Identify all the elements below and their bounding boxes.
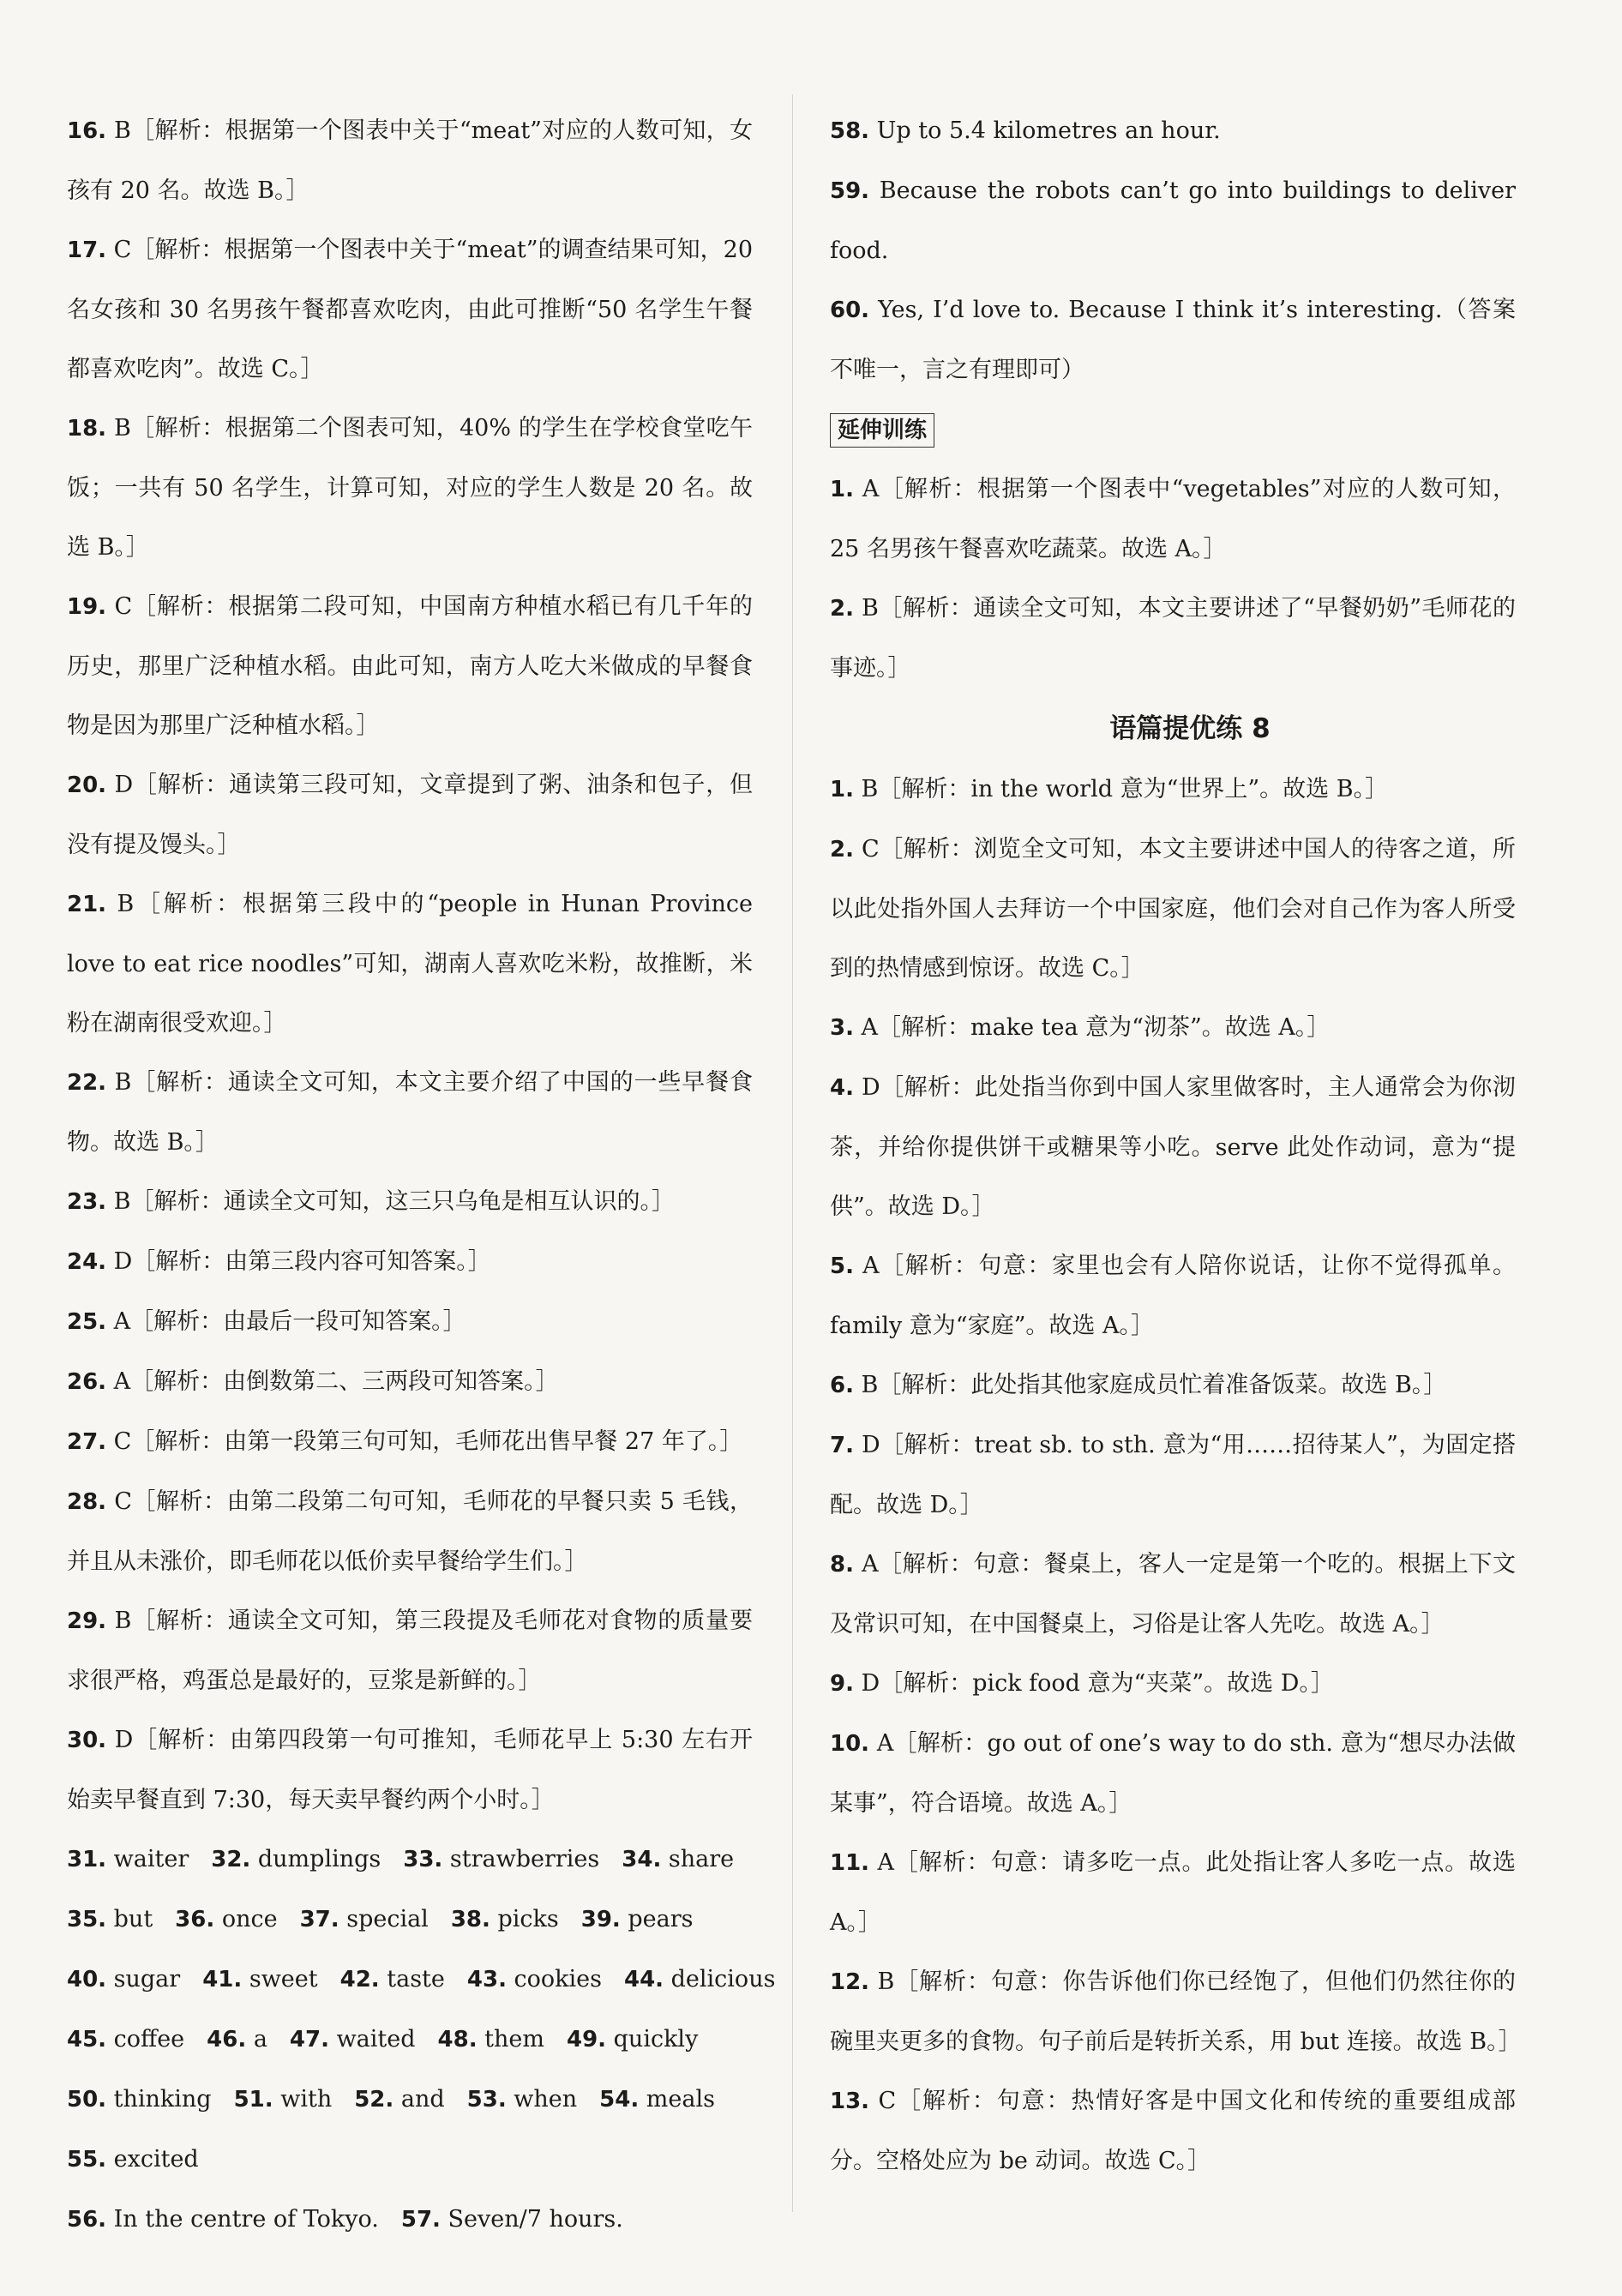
answer-text: B［解析：句意：你告诉他们你已经饱了，但他们仍然往你的碗里夹更多的食物。句子前后是转折关系，用 but 连接。故选 B。］ <box>830 1968 1522 2055</box>
answer-item <box>67 1591 753 1710</box>
answer-item <box>67 875 753 1053</box>
answer-item <box>67 1232 753 1292</box>
left-column <box>67 101 776 2250</box>
answer-number: 8. <box>830 1552 854 1578</box>
answer-text: Because the robots can’t go into buildings to deliver food. <box>830 177 1516 264</box>
answer-number: 37. <box>299 1907 339 1932</box>
answer-item <box>830 1415 1516 1535</box>
answer-item <box>830 1236 1516 1355</box>
answer-number: 38. <box>450 1907 490 1932</box>
fill-answer-row <box>67 1890 753 1950</box>
answer-item <box>830 820 1516 998</box>
answer-item <box>67 1352 753 1412</box>
answer-text: C［解析：由第一段第三句可知，毛师花出售早餐 27 年了。］ <box>106 1428 743 1455</box>
answer-item <box>830 1952 1522 2071</box>
answer-word: sweet <box>242 1966 318 1992</box>
answer-number: 23. <box>67 1189 107 1215</box>
answer-item <box>67 399 753 577</box>
answer-text: B［解析：in the world 意为“世界上”。故选 B。］ <box>853 776 1389 802</box>
answer-text: B［解析：通读全文可知，第三段提及毛师花对食物的质量要求很严格，鸡蛋总是最好的，豆浆是新鲜的。］ <box>67 1608 753 1694</box>
answer-word: special <box>339 1906 429 1932</box>
fill-answer-row <box>67 2010 753 2070</box>
answer-number: 27. <box>67 1429 107 1455</box>
answer-word: meals <box>639 2086 715 2113</box>
answer-number: 51. <box>233 2087 273 2113</box>
answer-item <box>67 1412 753 1472</box>
answer-number: 56. <box>67 2207 107 2233</box>
answer-item <box>830 1654 1516 1714</box>
answer-text: A［解析：由最后一段可知答案。］ <box>106 1308 466 1335</box>
answer-number: 33. <box>403 1847 443 1872</box>
answer-number: 60. <box>830 298 870 323</box>
answer-word: Seven/7 hours. <box>440 2206 623 2233</box>
fill-answer-row <box>67 1950 776 2010</box>
answer-number: 31. <box>67 1847 107 1872</box>
answer-number: 43. <box>466 1967 507 1992</box>
answer-word: waiter <box>106 1846 189 1872</box>
answer-number: 45. <box>67 2027 107 2053</box>
answer-item <box>830 101 1516 161</box>
answer-text: C［解析：句意：热情好客是中国文化和传统的重要组成部分。空格处应为 be 动词。故选 C。］ <box>830 2088 1516 2174</box>
answer-number: 36. <box>175 1907 215 1932</box>
answer-item <box>830 760 1516 820</box>
answer-number: 7. <box>830 1433 854 1458</box>
answer-number: 12. <box>830 1969 870 1995</box>
answer-word: strawberries <box>442 1846 600 1872</box>
answer-text: D［解析：由第三段内容可知答案。］ <box>106 1248 491 1275</box>
answer-item <box>67 1053 753 1172</box>
answer-word: share <box>661 1846 735 1872</box>
answer-item <box>830 1833 1516 1952</box>
answer-number: 59. <box>830 178 870 204</box>
answer-number: 1. <box>830 477 854 502</box>
answer-number: 6. <box>830 1373 854 1398</box>
right-column <box>830 101 1522 2191</box>
answer-text: Yes, I’d love to. Because I think it’s interesting.（答案不唯一，言之有理即可） <box>830 297 1516 383</box>
answer-number: 24. <box>67 1249 107 1275</box>
answer-text: A［解析：句意：家里也会有人陪你说话，让你不觉得孤单。family 意为“家庭”。故选 A。］ <box>830 1253 1516 1339</box>
answer-item <box>830 579 1516 698</box>
answer-word: pears <box>620 1906 694 1932</box>
answer-item <box>830 998 1516 1058</box>
answer-number: 26. <box>67 1369 107 1395</box>
answer-number: 54. <box>599 2087 640 2113</box>
answer-item <box>67 101 753 220</box>
answer-word: but <box>106 1906 153 1932</box>
answer-number: 28. <box>67 1489 107 1515</box>
answer-number: 29. <box>67 1608 107 1634</box>
answer-number: 49. <box>567 2027 607 2053</box>
answer-item <box>830 280 1516 400</box>
answer-text: C［解析：浏览全文可知，本文主要讲述中国人的待客之道，所以此处指外国人去拜访一个中国家庭，他们会对自己作为客人所受到的热情感到惊讶。故选 C。］ <box>830 836 1516 982</box>
answer-item <box>830 161 1516 280</box>
answer-text: A［解析：make tea 意为“沏茶”。故选 A。］ <box>853 1014 1331 1041</box>
section-label-extension: 延伸训练 <box>830 413 934 448</box>
fill-answer-row <box>67 2130 753 2190</box>
answer-number: 22. <box>67 1070 107 1096</box>
answer-number: 46. <box>207 2027 247 2053</box>
answer-text: B［解析：根据第一个图表中关于“meat”对应的人数可知，女孩有 20 名。故选 B。］ <box>67 117 753 204</box>
answer-word: dumplings <box>250 1846 381 1872</box>
answer-text: C［解析：根据第一个图表中关于“meat”的调查结果可知，20 名女孩和 30 名男孩午餐都喜欢吃肉，由此可推断“50 名学生午餐都喜欢吃肉”。故选 C。］ <box>67 237 753 382</box>
answer-word: thinking <box>106 2086 212 2113</box>
answer-word: once <box>214 1906 278 1932</box>
answer-number: 34. <box>622 1847 662 1872</box>
fill-answer-row <box>67 2070 753 2130</box>
answer-number: 10. <box>830 1731 870 1757</box>
answer-text: D［解析：此处指当你到中国人家里做客时，主人通常会为你沏茶，并给你提供饼干或糖果等小吃。serve 此处作动词，意为“提供”。故选 D。］ <box>830 1074 1516 1220</box>
answer-number: 42. <box>339 1967 380 1992</box>
answer-number: 5. <box>830 1253 854 1279</box>
answer-item <box>830 1535 1516 1654</box>
answer-word: them <box>477 2026 544 2053</box>
answer-word: waited <box>328 2026 416 2053</box>
answer-number: 57. <box>400 2207 441 2233</box>
answer-text: A［解析：由倒数第二、三两段可知答案。］ <box>106 1368 559 1395</box>
answer-number: 58. <box>830 118 870 144</box>
answer-word: and <box>393 2086 445 2113</box>
answer-word: coffee <box>106 2026 185 2053</box>
answer-number: 1. <box>830 777 854 802</box>
answer-item <box>67 220 753 399</box>
answer-number: 39. <box>580 1907 621 1932</box>
answer-number: 44. <box>624 1967 664 1992</box>
answer-item <box>830 2071 1516 2191</box>
answer-number: 32. <box>211 1847 251 1872</box>
answer-text: C［解析：由第二段第二句可知，毛师花的早餐只卖 5 毛钱，并且从未涨价，即毛师花以低价卖早餐给学生们。］ <box>67 1488 753 1575</box>
answer-number: 30. <box>67 1728 107 1753</box>
answer-text: D［解析：pick food 意为“夹菜”。故选 D。］ <box>853 1670 1334 1697</box>
answer-text: B［解析：通读全文可知，本文主要讲述了“早餐奶奶”毛师花的事迹。］ <box>830 595 1516 682</box>
answer-number: 2. <box>830 837 854 863</box>
answer-number: 41. <box>202 1967 243 1992</box>
answer-number: 21. <box>67 892 107 917</box>
answer-number: 17. <box>67 237 107 263</box>
answer-text: A［解析：go out of one’s way to do sth. 意为“想尽办法做某事”，符合语境。故选 A。］ <box>830 1730 1516 1817</box>
answer-text: C［解析：根据第二段可知，中国南方种植水稻已有几千年的历史，那里广泛种植水稻。由此可知，南方人吃大米做成的早餐食物是因为那里广泛种植水稻。］ <box>67 593 753 739</box>
answer-number: 20. <box>67 772 107 798</box>
answer-number: 11. <box>830 1850 870 1876</box>
answer-item <box>830 1714 1516 1833</box>
fill-answer-row <box>67 1830 753 1890</box>
answer-word: when <box>506 2086 578 2113</box>
practice-8-answer-list <box>830 760 1522 2191</box>
answer-text: A［解析：句意：餐桌上，客人一定是第一个吃的。根据上下文及常识可知，在中国餐桌上，习俗是让客人先吃。故选 A。］ <box>830 1551 1516 1638</box>
answer-text: D［解析：由第四段第一句可推知，毛师花早上 5:30 左右开始卖早餐直到 7:30，每天卖早餐约两个小时。］ <box>67 1727 753 1813</box>
answer-text: B［解析：通读全文可知，这三只乌龟是相互认识的。］ <box>106 1188 675 1215</box>
answer-word: excited <box>106 2146 199 2173</box>
fill-blank-answers <box>67 1830 776 2250</box>
answer-word: sugar <box>106 1966 181 1992</box>
answer-text: B［解析：通读全文可知，本文主要介绍了中国的一些早餐食物。故选 B。］ <box>67 1069 753 1156</box>
answer-number: 47. <box>289 2027 329 2053</box>
answer-item <box>67 1472 753 1591</box>
answer-word: taste <box>379 1966 445 1992</box>
answer-number: 13. <box>830 2089 870 2114</box>
answer-number: 3. <box>830 1015 854 1041</box>
answer-number: 25. <box>67 1309 107 1335</box>
answer-word: a <box>246 2026 267 2053</box>
answer-text: A［解析：句意：请多吃一点。此处指让客人多吃一点。故选 A。］ <box>830 1849 1516 1936</box>
answer-word: picks <box>490 1906 559 1932</box>
answer-item <box>67 577 753 755</box>
answer-number: 18. <box>67 416 107 442</box>
answer-word: cookies <box>506 1966 602 1992</box>
answer-number: 52. <box>354 2087 394 2113</box>
answer-item <box>67 1172 753 1232</box>
answer-number: 9. <box>830 1671 854 1697</box>
answer-number: 55. <box>67 2147 107 2173</box>
right-answer-list <box>830 101 1516 400</box>
answer-text: D［解析：treat sb. to sth. 意为“用……招待某人”，为固定搭配。故选 D。］ <box>830 1432 1516 1518</box>
answer-word: with <box>273 2086 333 2113</box>
answer-word: In the centre of Tokyo. <box>106 2206 379 2233</box>
answer-number: 50. <box>67 2087 107 2113</box>
answer-item <box>830 460 1516 579</box>
answer-item <box>830 1355 1516 1415</box>
answer-number: 19. <box>67 594 107 620</box>
answer-word: delicious <box>664 1966 776 1992</box>
answer-item <box>67 1292 753 1352</box>
answer-text: B［解析：此处指其他家庭成员忙着准备饭菜。故选 B。］ <box>853 1372 1447 1398</box>
column-divider <box>792 94 793 2212</box>
answer-number: 16. <box>67 118 107 144</box>
answer-number: 4. <box>830 1075 854 1101</box>
answer-text: A［解析：根据第一个图表中“vegetables”对应的人数可知，25 名男孩午餐喜欢吃蔬菜。故选 A。］ <box>830 476 1516 562</box>
answer-item <box>67 1710 753 1830</box>
left-answer-list <box>67 101 753 1830</box>
answer-text: Up to 5.4 kilometres an hour. <box>869 117 1221 144</box>
answer-text: D［解析：通读第三段可知，文章提到了粥、油条和包子，但没有提及馒头。］ <box>67 772 753 858</box>
answer-text: B［解析：根据第三段中的“people in Hunan Province love to eat rice noodles”可知，湖南人喜欢吃米粉，故推断，米粉在湖南很受欢迎。］ <box>67 891 753 1037</box>
extension-answer-list <box>830 460 1516 698</box>
fill-answer-row <box>67 2190 753 2250</box>
answer-number: 40. <box>67 1967 107 1992</box>
answer-item <box>67 755 753 875</box>
section-title: 语篇提优练 8 <box>1109 713 1271 744</box>
answer-number: 48. <box>437 2027 478 2053</box>
answer-number: 35. <box>67 1907 107 1932</box>
answer-word: quickly <box>606 2026 699 2053</box>
answer-number: 53. <box>466 2087 507 2113</box>
answer-number: 2. <box>830 596 854 622</box>
answer-item <box>830 1058 1516 1236</box>
answer-text: B［解析：根据第二个图表可知，40% 的学生在学校食堂吃午饭；一共有 50 名学生，计算可知，对应的学生人数是 20 名。故选 B。］ <box>67 415 753 561</box>
